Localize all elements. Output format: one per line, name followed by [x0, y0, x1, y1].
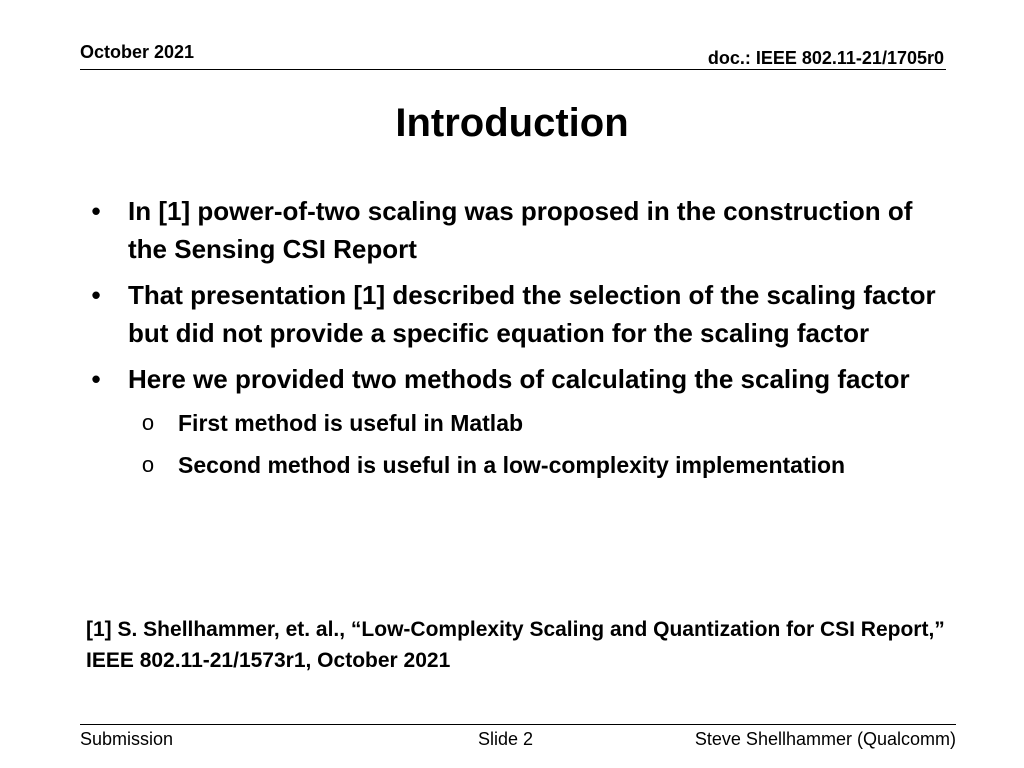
footer-submission: Submission	[80, 729, 174, 749]
sub-bullet-item	[138, 448, 956, 482]
slide-title: Introduction	[395, 101, 629, 145]
bullet-text: That presentation [1] described the selection of the scaling factor but did not provide a specific equation for the scaling factor	[128, 280, 936, 348]
slide-body	[86, 192, 956, 490]
bullet-marker: •	[91, 280, 101, 310]
footer-slide-number: Slide 2	[478, 729, 534, 749]
bullet-text: Here we provided two methods of calculating the scaling factor	[128, 364, 910, 394]
header-divider	[80, 69, 946, 70]
header-date: October 2021	[80, 42, 195, 62]
bullet-item	[86, 276, 956, 352]
sub-bullet-item	[138, 406, 956, 440]
bullet-marker: •	[91, 364, 101, 394]
reference-citation: [1] S. Shellhammer, et. al., “Low-Complexity Scaling and Quantization for CSI Report,” IEEE 802.11-21/1573r1, October 2021	[86, 618, 945, 672]
footer-author: Steve Shellhammer (Qualcomm)	[694, 729, 956, 749]
bullet-item	[86, 360, 956, 398]
sub-bullet-text: First method is useful in Matlab	[178, 410, 524, 436]
sub-bullet-list	[138, 406, 956, 482]
footer-divider	[80, 724, 956, 725]
bullet-text: In [1] power-of-two scaling was proposed in the construction of the Sensing CSI Report	[128, 196, 913, 264]
bullet-list	[86, 192, 956, 398]
sub-bullet-text: Second method is useful in a low-complexity implementation	[178, 452, 846, 478]
header-doc-id: doc.: IEEE 802.11-21/1705r0	[707, 48, 944, 68]
sub-bullet-marker: o	[141, 410, 155, 435]
bullet-item	[86, 192, 956, 268]
bullet-marker: •	[91, 196, 101, 226]
sub-bullet-marker: o	[141, 452, 155, 477]
